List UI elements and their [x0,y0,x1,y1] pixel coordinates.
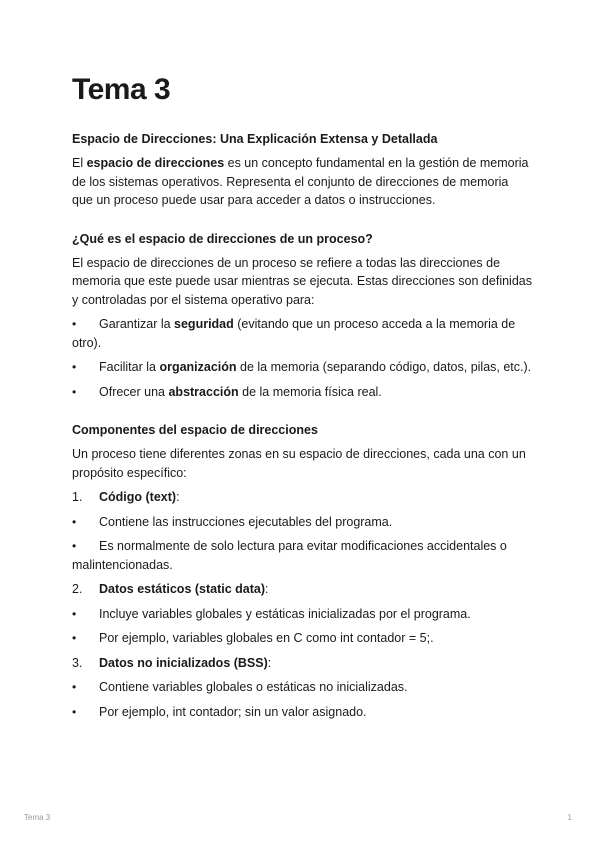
bullet-marker: • [72,606,77,621]
bold-term: organización [159,360,237,374]
bold-term: Código (text) [99,490,177,504]
list-item [72,513,532,532]
bullet-marker: • [72,704,77,719]
section3-paragraph: Un proceso tiene diferentes zonas en su espacio de direcciones, cada una con un propósito específico: [72,447,526,480]
page-title: Tema 3 [72,73,171,106]
section-heading-componentes: Componentes del espacio de direcciones [72,423,318,437]
bold-term: Datos estáticos (static data) [99,582,266,596]
bullet-marker: • [72,539,77,553]
number-marker: 2. [72,582,83,596]
list-item [72,678,532,697]
bullet-marker: • [72,680,77,694]
bold-term: Datos no inicializados (BSS) [99,655,268,670]
list-item [72,703,532,722]
footer-page-title: Tema 3 [24,813,51,822]
text-run: Incluye variables globales y estáticas inicializadas por el programa. [99,606,471,621]
text-run: Es normalmente de solo lectura para evitar modificaciones accidentales o malintencionadas. [72,539,507,572]
text-run: Facilitar la [99,360,160,374]
list-item [72,383,532,402]
list-item [72,358,532,377]
bold-term: abstracción [168,384,239,399]
list-item [72,629,532,648]
number-marker: 3. [72,655,83,670]
bold-term: espacio de direcciones [86,156,225,170]
section2-paragraph: El espacio de direcciones de un proceso se refiere a todas las direcciones de memoria que este puede usar mientras se ejecuta. Estas direcciones son definidas y controladas por el sistema operativo para: [72,255,532,307]
section-heading-espacio: Espacio de Direcciones: Una Explicación Extensa y Detallada [72,132,438,146]
text-run: Contiene las instrucciones ejecutables del programa. [99,514,393,529]
bullet-marker: • [72,317,77,331]
bold-term: seguridad [174,317,234,331]
text-run: de la memoria física real. [238,384,382,399]
bullet-marker: • [72,360,77,374]
text-run: de la memoria (separando código, datos, pilas, etc.). [236,360,532,374]
footer-page-number: 1 [567,813,572,822]
text-run: : [267,655,272,670]
numbered-item [72,654,532,673]
list-item [72,315,532,352]
text-run: : [176,490,180,504]
bullet-marker: • [72,631,77,645]
section-heading-que-es: ¿Qué es el espacio de direcciones de un proceso? [72,231,373,246]
list-item [72,537,532,574]
text-run: El [72,156,87,170]
number-marker: 1. [72,490,83,504]
text-run: Ofrecer una [99,384,169,399]
numbered-item [72,488,532,507]
text-run: es un concepto fundamental en la gestión de memoria de los sistemas operativos. Representa el conjunto de direcciones de memoria que un proceso puede usar para acceder a datos o instrucciones. [72,156,529,207]
text-run: Contiene variables globales o estáticas no inicializadas. [99,680,408,694]
bullet-marker: • [72,514,77,529]
list-item [72,605,532,624]
intro-paragraph [72,154,532,210]
text-run: Garantizar la [99,317,175,331]
text-run: (evitando que un proceso acceda a la memoria de otro). [72,317,516,350]
text-run: Por ejemplo, variables globales en C como int contador = 5;. [99,631,434,645]
numbered-item [72,580,532,599]
text-run: : [265,582,269,596]
text-run: Por ejemplo, int contador; sin un valor asignado. [99,704,367,719]
document-body [72,130,532,727]
bullet-marker: • [72,384,77,399]
